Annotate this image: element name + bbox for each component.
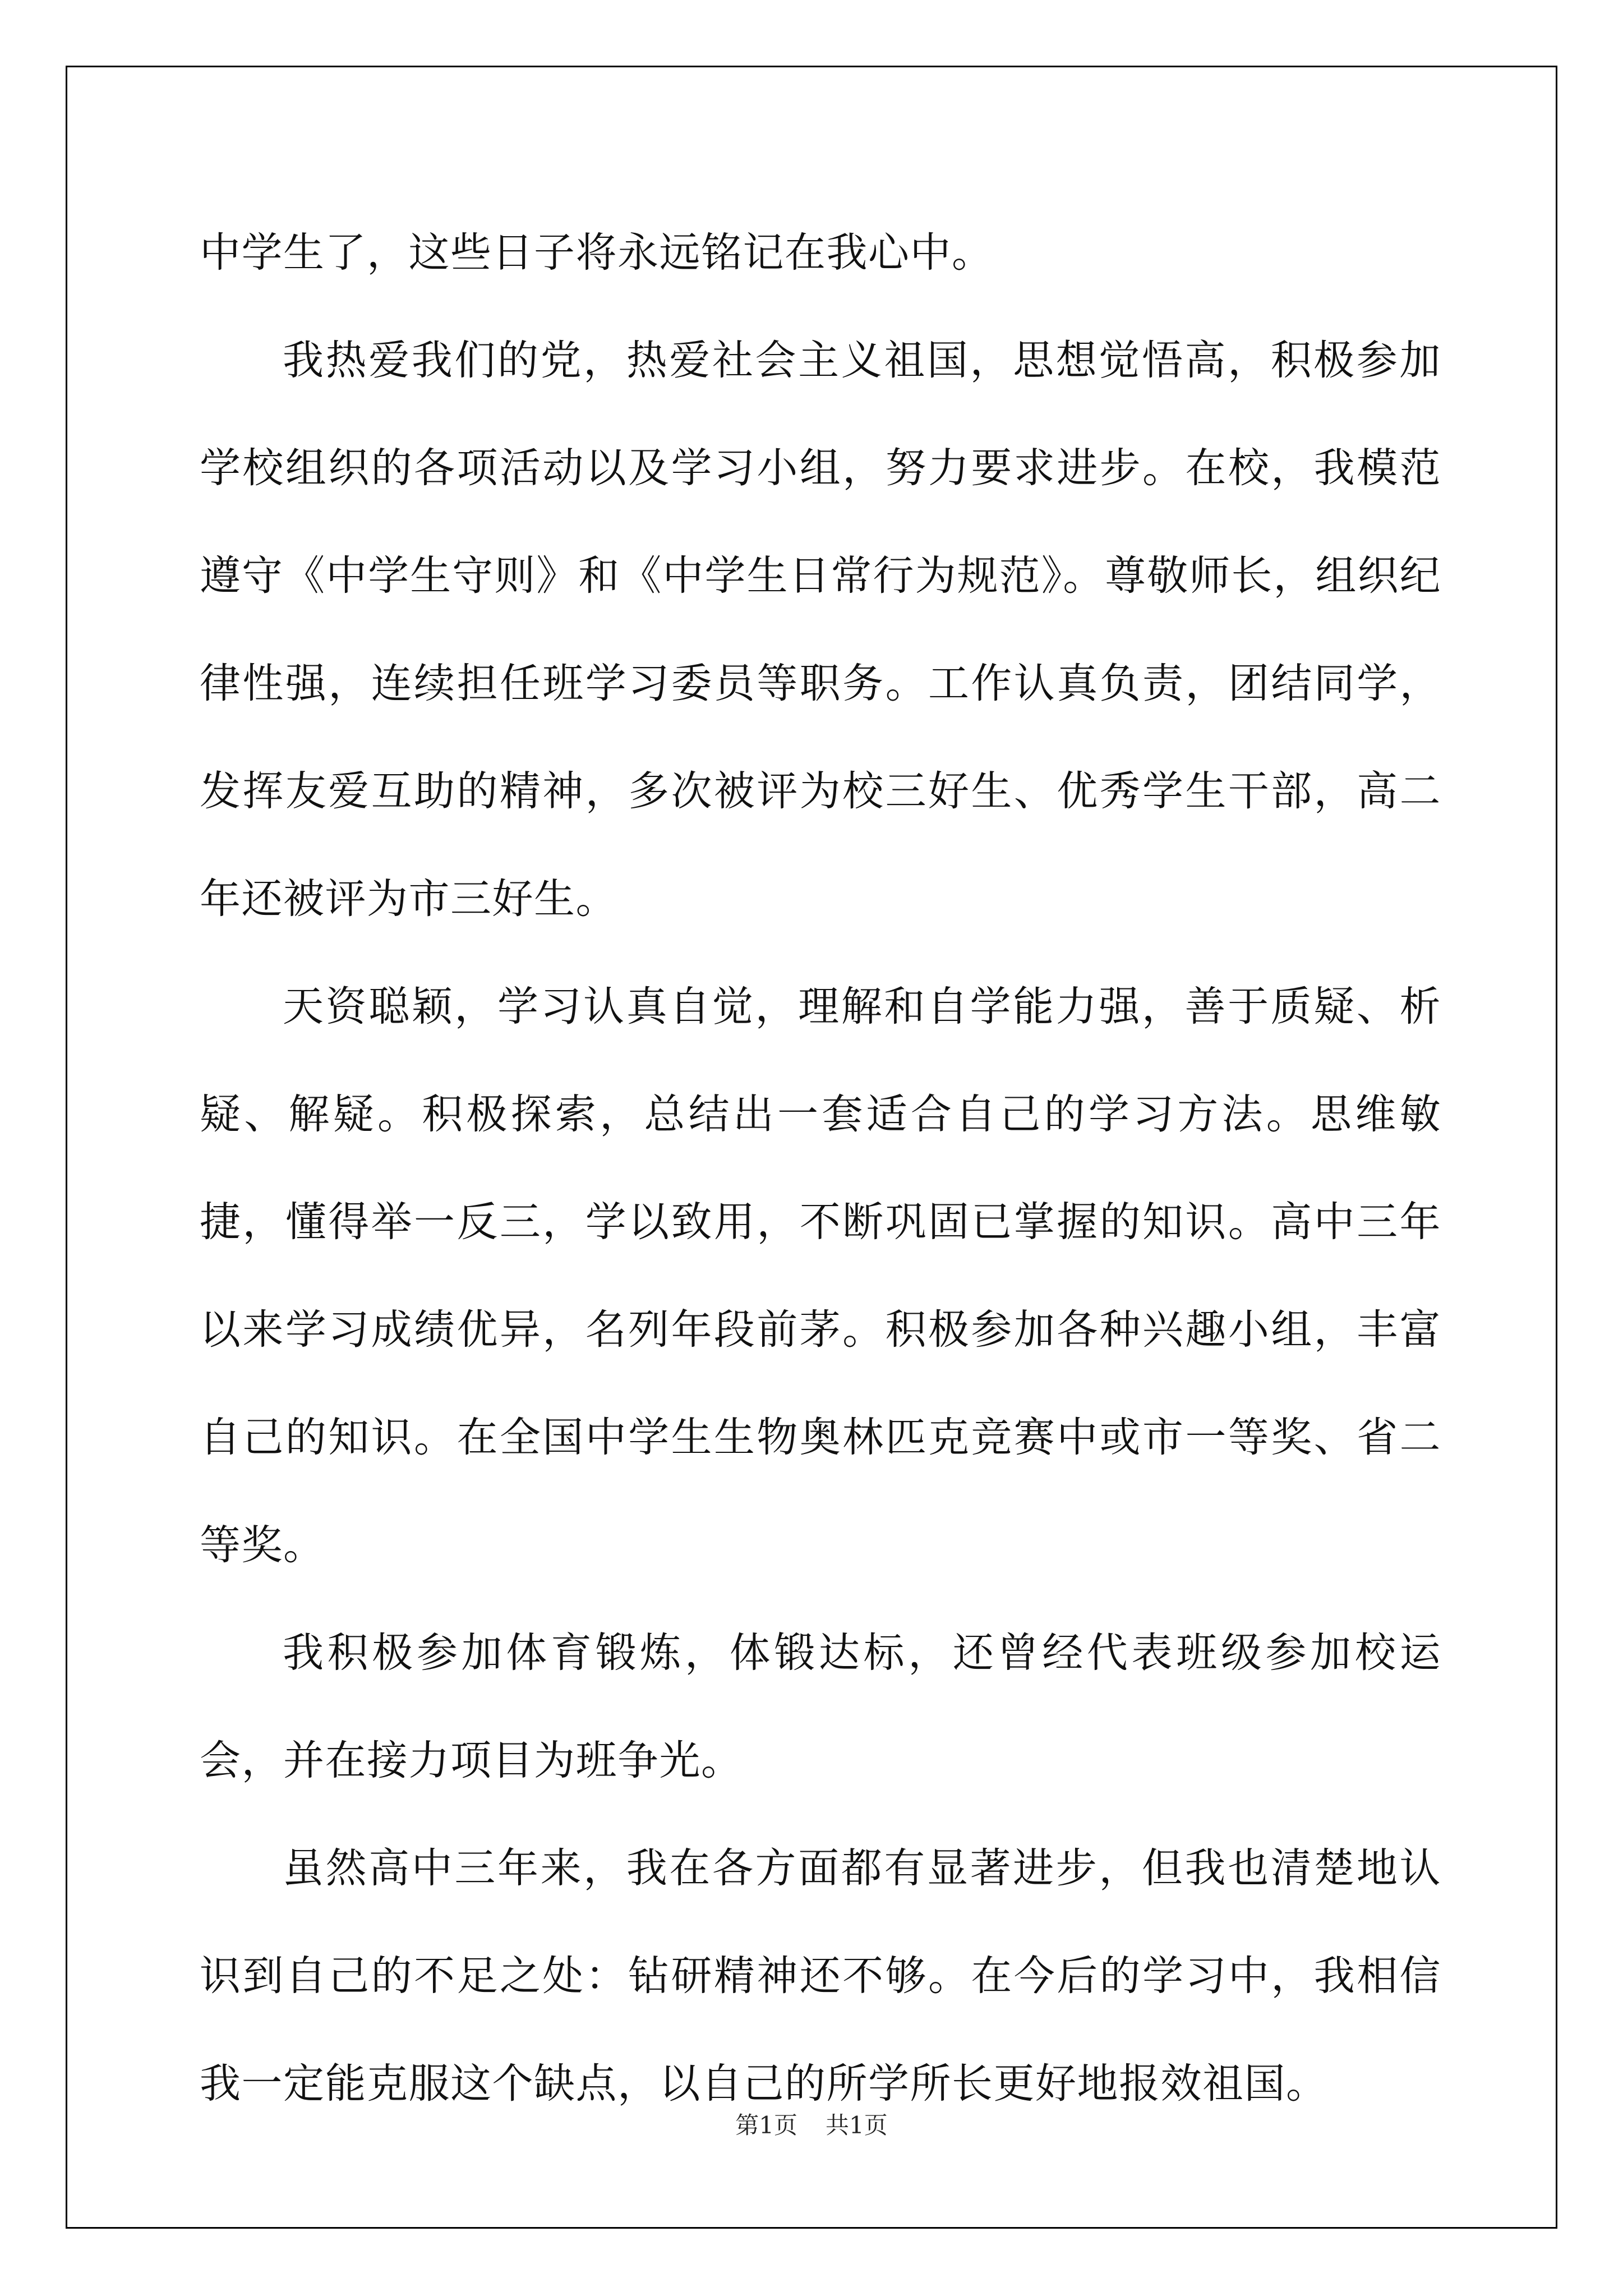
page-footer (0, 2107, 1623, 2141)
paragraph-sports: 我积极参加体育锻炼，体锻达标，还曾经代表班级参加校运会，并在接力项目为班争光。 (200, 1629, 1441, 1784)
paragraph-continuation: 中学生了，这些日子将永远铭记在我心中。 (200, 229, 994, 277)
document-body (200, 199, 1441, 2138)
paragraph-study: 天资聪颖，学习认真自觉，理解和自学能力强，善于质疑、析疑、解疑。积极探索，总结出一套适合自己的学习方法。思维敏捷，懂得举一反三，学以致用，不断巩固已掌握的知识。高中三年以来学习成绩优异，名列年段前茅。积极参加各种兴趣小组，丰富自己的知识。在全国中学生生物奥林匹克竞赛中或市一等奖、省二等奖。 (200, 983, 1441, 1569)
paragraph-political: 我热爱我们的党，热爱社会主义祖国，思想觉悟高，积极参加学校组织的各项活动以及学习小组，努力要求进步。在校，我模范遵守《中学生守则》和《中学生日常行为规范》。尊敬师长，组织纪律性强，连续担任班学习委员等职务。工作认真负责，团结同学，发挥友爱互助的精神，多次被评为校三好生、优秀学生干部，高二年还被评为市三好生。 (200, 337, 1441, 923)
paragraph-conclusion: 虽然高中三年来，我在各方面都有显著进步，但我也清楚地认识到自己的不足之处：钻研精神还不够。在今后的学习中，我相信我一定能克服这个缺点，以自己的所学所长更好地报效祖国。 (200, 1844, 1441, 2108)
page-total: 共1页 (826, 2111, 888, 2139)
page-number: 第1页 (735, 2111, 797, 2139)
